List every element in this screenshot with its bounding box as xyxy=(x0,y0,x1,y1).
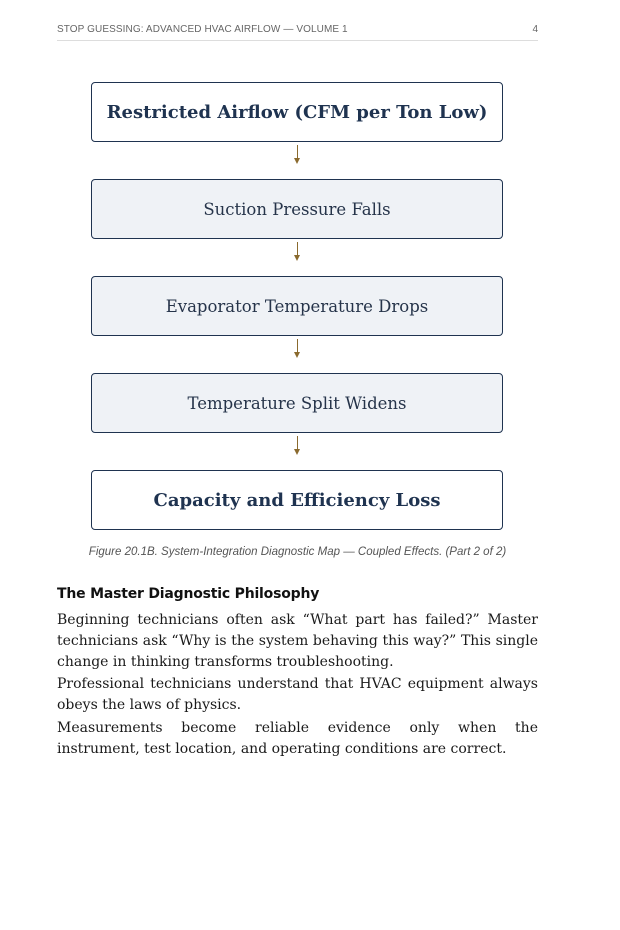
body-paragraph-2: Professional technicians understand that HVAC equipment always obeys the laws of physics. xyxy=(57,676,538,713)
flow-arrow-3 xyxy=(296,339,299,359)
flow-step-evaporator-temperature: Evaporator Temperature Drops xyxy=(91,276,503,336)
body-paragraph-3: Measurements become reliable evidence only when the instrument, test location, and operating conditions are correct. xyxy=(57,720,538,757)
flow-step-restricted-airflow: Restricted Airflow (CFM per Ton Low) xyxy=(91,82,503,142)
section-heading: The Master Diagnostic Philosophy xyxy=(57,586,320,602)
body-paragraph-1: Beginning technicians often ask “What part has failed?” Master technicians ask “Why is the system behaving this way?” This single change in thinking transforms troubleshooting. xyxy=(57,612,538,670)
running-title: STOP GUESSING: ADVANCED HVAC AIRFLOW — VOLUME 1 xyxy=(57,24,348,35)
flow-step-temperature-split: Temperature Split Widens xyxy=(91,373,503,433)
flow-step-capacity-loss: Capacity and Efficiency Loss xyxy=(91,470,503,530)
running-header xyxy=(57,22,538,41)
flow-arrow-2 xyxy=(296,242,299,262)
flow-step-suction-pressure: Suction Pressure Falls xyxy=(91,179,503,239)
page-number: 4 xyxy=(532,24,538,35)
flow-arrow-1 xyxy=(296,145,299,165)
flow-arrow-4 xyxy=(296,436,299,456)
figure-caption: Figure 20.1B. System-Integration Diagnostic Map — Coupled Effects. (Part 2 of 2) xyxy=(88,546,507,558)
